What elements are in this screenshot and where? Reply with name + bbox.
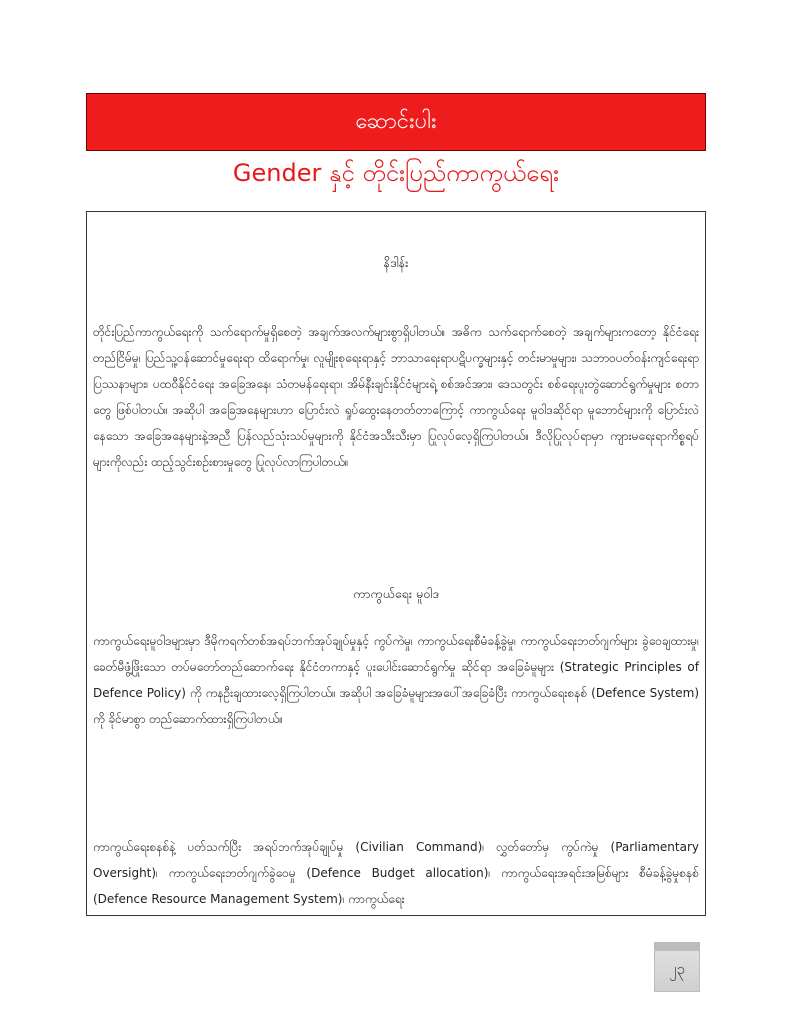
article-body	[86, 211, 706, 916]
paragraph-defence-policy: ကာကွယ်ရေးမူဝါဒများမှာ ဒီမိုကရက်တစ်အရပ်ဘက်အုပ်ချုပ်မှုနှင့် ကွပ်ကဲမှု၊ ကာကွယ်ရေးစီမံခန့်ခွဲမှု၊ ကာကွယ်ရေးဘတ်ဂျက်များ ခွဲဝေချထားမှု၊ ခေတ်မီဖွံ့ဖြိုးသော တပ်မတော်တည်ဆောက်ရေး နိုင်ငံတကာနှင့် ပူးပေါင်းဆောင်ရွက်မှု ဆိုင်ရာ အခြေခံမူများ (Strategic Principles of Defence Policy) ကို ကနဦးချထားလေ့ရှိကြပါတယ်။ အဆိုပါ အခြေခံမူများအပေါ်အခြေခံပြီး ကာကွယ်ရေးစနစ် (Defence System) ကို ခိုင်မာစွာ တည်ဆောက်ထားရှိကြပါတယ်။	[93, 634, 699, 726]
page-number-tab	[654, 942, 700, 992]
paragraph-introduction: တိုင်းပြည်ကာကွယ်ရေးကို သက်ရောက်မှုရှိစေတဲ့ အချက်အလက်များစွာရှိပါတယ်။ အဓိက သက်ရောက်စေတဲ့ အချက်များကတော့ နိုင်ငံရေးတည်ငြိမ်မှု၊ ပြည်သူ့ဝန်ဆောင်မှုရေးရာ ထိရောက်မှု၊ လူမျိုးစုရေးရာနှင့် ဘာသာရေးရာပဋိပက္ခများနှင့် တင်းမာမှုများ၊ သဘာဝပတ်ဝန်းကျင်ရေးရာ ပြဿနာများ၊ ပထဝီနိုင်ငံရေး အခြေအနေ၊ သံတမန်ရေးရာ၊ အိမ်နီးချင်းနိုင်ငံများရဲ့ စစ်အင်အား၊ ဒေသတွင်း စစ်ရေးပူးတွဲဆောင်ရွက်မှုများ စတာတွေ ဖြစ်ပါတယ်။ အဆိုပါ အခြေအနေများဟာ ပြောင်းလဲ ရှုပ်ထွေးနေတတ်တာကြောင့် ကာကွယ်ရေး မူဝါဒဆိုင်ရာ မူဘောင်များကို ပြောင်းလဲနေသော အခြေအနေများနဲ့အညီ ပြန်လည်သုံးသပ်မှုများကို နိုင်ငံအသီးသီးမှာ ပြုလုပ်လေ့ရှိကြပါတယ်။ ဒီလိုပြုလုပ်ရာမှာ ကျားမရေးရာကိစ္စရပ်များကိုလည်း ထည့်သွင်းစဉ်းစားမှုတွေ ပြုလုပ်လာကြပါတယ်။	[93, 325, 699, 469]
page-number: ၂၃	[669, 960, 685, 978]
article-banner	[86, 93, 706, 151]
section-heading-defence-policy: ကာကွယ်ရေး မူဝါဒ	[353, 586, 439, 601]
section-heading-introduction: နိဒါန်း	[383, 255, 409, 270]
paragraph-defence-system: ကာကွယ်ရေးစနစ်နဲ့ ပတ်သက်ပြီး အရပ်ဘက်အုပ်ချုပ်မှု (Civilian Command)၊ လွှတ်တော်မှ ကွပ်ကဲမှု (Parliamentary Oversight)၊ ကာကွယ်ရေးဘတ်ဂျက်ခွဲဝေမှု (Defence Budget allocation)၊ ကာကွယ်ရေးအရင်းအမြစ်များ စီမံခန့်ခွဲမှုစနစ် (Defence Resource Management System)၊ ကာကွယ်ရေး	[93, 840, 699, 906]
article-title: Gender နှင့် တိုင်းပြည်ကာကွယ်ရေး	[232, 159, 560, 187]
banner-title: ဆောင်းပါး	[355, 108, 437, 134]
